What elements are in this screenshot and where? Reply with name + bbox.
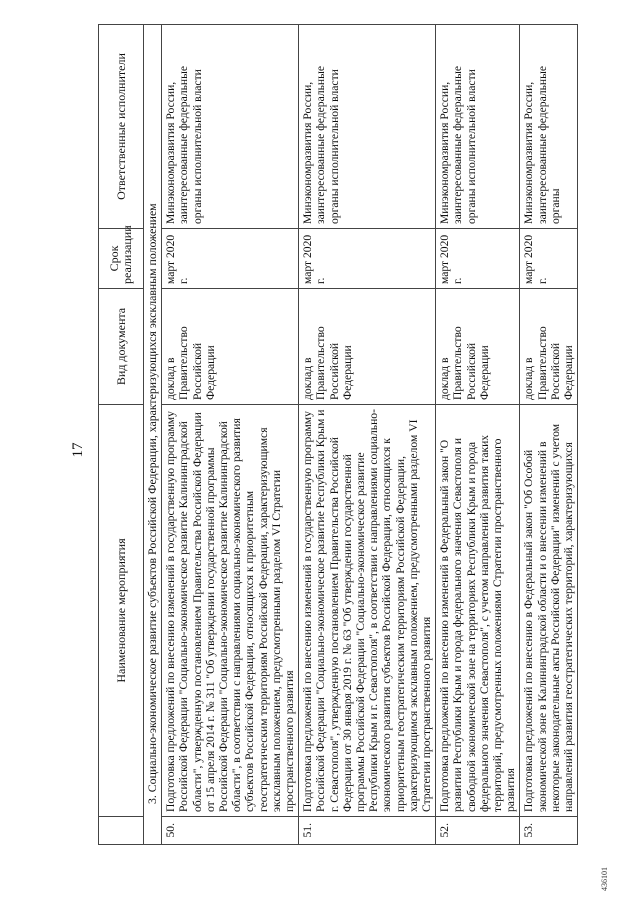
row-term: март 2020 г.: [162, 229, 299, 289]
table-row: [162, 25, 299, 845]
row-num: 53.: [520, 817, 578, 845]
table-header-row: [99, 25, 144, 845]
header-executors: Ответственные исполнители: [99, 25, 144, 229]
row-doc: доклад в Правительство Российской Федерации: [436, 289, 520, 405]
row-term: март 2020 г.: [299, 229, 436, 289]
table-row: [299, 25, 436, 845]
header-name: Наименование мероприятия: [99, 405, 144, 817]
header-term: Срок реализации: [99, 229, 144, 289]
header-doc: Вид документа: [99, 289, 144, 405]
row-num: 50.: [162, 817, 299, 845]
row-doc: доклад в Правительство Российской Федерации: [162, 289, 299, 405]
row-doc: доклад в Правительство Российской Федерации: [299, 289, 436, 405]
row-term: март 2020 г.: [436, 229, 520, 289]
row-name: Подготовка предложений по внесению изменений в государственную программу Российской Федерации "Социально-экономическое развитие Калининградской области", утвержденную постановлением Правительства Российской Федерации от 15 апреля 2014 г. № 311 "Об утверждении государственной программы Российской Федерации "Социально-экономическое развитие Калининградской области", в соответствии с направлениями социально-экономического развития субъектов Российской Федерации, относящихся к приоритетным геостратегическим территориям Российской Федерации, характеризующимся эксклавным положением, предусмотренными разделом VI Стратегии пространственного развития: [162, 405, 299, 817]
row-executors: Минэкономразвития России, заинтересованные федеральные органы исполнительной власти: [162, 25, 299, 229]
row-term: март 2020 г.: [520, 229, 578, 289]
row-name: Подготовка предложений по внесению изменений в Федеральный закон "О развитии Республики Крым и города федерального значения Севастополя и свободной экономической зоне на территориях Республики Крым и города федерального значения Севастополя", с учетом направлений развития таких территорий, предусмотренных положениями Стратегии пространственного развития: [436, 405, 520, 817]
row-num: 51.: [299, 817, 436, 845]
header-num: [99, 817, 144, 845]
section-title: 3. Социально-экономическое развитие субъектов Российской Федерации, характеризующихся эксклавным положением: [144, 25, 162, 845]
row-executors: Минэкономразвития России, заинтересованные федеральные органы исполнительной власти: [436, 25, 520, 229]
row-num: 52.: [436, 817, 520, 845]
measures-table: [98, 24, 578, 845]
page-number: 17: [70, 442, 86, 458]
table-row: [436, 25, 520, 845]
table-row: [520, 25, 578, 845]
document-code: 436101: [600, 867, 609, 891]
row-doc: доклад в Правительство Российской Федерации: [520, 289, 578, 405]
row-name: Подготовка предложений по внесению изменений в государственную программу Российской Федерации "Социально-экономическое развитие Республики Крым и г. Севастополя", утвержденную постановлением Правительства Российской Федерации от 30 января 2019 г. № 63 "Об утверждении государственной программы Российской Федерации "Социально-экономическое развитие Республики Крым и г. Севастополя", в соответствии с направлениями социально-экономического развития субъектов Российской Федерации, относящихся к приоритетным геостратегическим территориям Российской Федерации, характеризующимся эксклавным положением, предусмотренными разделом VI Стратегии пространственного развития: [299, 405, 436, 817]
row-executors: Минэкономразвития России, заинтересованные федеральные органы: [520, 25, 578, 229]
section-row: [144, 25, 162, 845]
row-executors: Минэкономразвития России, заинтересованные федеральные органы исполнительной власти: [299, 25, 436, 229]
row-name: Подготовка предложений по внесению в Федеральный закон "Об Особой экономической зоне в Калининградской области и о внесении изменений в некоторые законодательные акты Российской Федерации" изменений с учетом направлений развития геостратегических территорий, характеризующихся: [520, 405, 578, 817]
